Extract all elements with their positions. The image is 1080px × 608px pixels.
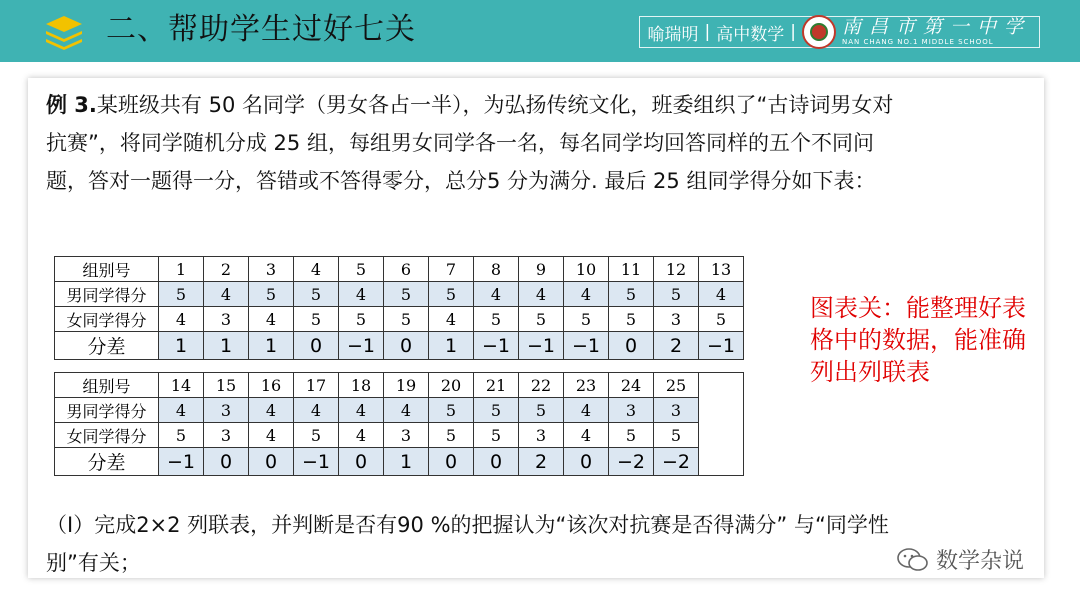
watermark-text: 数学杂说 bbox=[936, 549, 1025, 574]
female-score-cell: 4 bbox=[249, 307, 294, 332]
watermark bbox=[896, 544, 1024, 575]
score-diff-cell: 1 bbox=[159, 332, 204, 360]
group-number-cell: 23 bbox=[564, 373, 609, 398]
table-row-male bbox=[55, 398, 744, 423]
female-score-cell: 4 bbox=[249, 423, 294, 448]
table-row-female bbox=[55, 307, 744, 332]
score-diff-cell: 1 bbox=[384, 448, 429, 476]
empty-cell bbox=[699, 373, 744, 476]
male-score-cell: 4 bbox=[339, 282, 384, 307]
group-number-cell: 12 bbox=[654, 257, 699, 282]
score-diff-cell: 0 bbox=[564, 448, 609, 476]
score-diff-cell: −1 bbox=[159, 448, 204, 476]
group-number-cell: 10 bbox=[564, 257, 609, 282]
problem-text bbox=[46, 86, 896, 200]
male-score-cell: 4 bbox=[159, 398, 204, 423]
female-score-cell: 3 bbox=[654, 307, 699, 332]
female-score-cell: 4 bbox=[429, 307, 474, 332]
score-diff-cell: −1 bbox=[339, 332, 384, 360]
row-label-female: 女同学得分 bbox=[55, 423, 159, 448]
group-number-cell: 22 bbox=[519, 373, 564, 398]
score-diff-cell: 0 bbox=[384, 332, 429, 360]
group-number-cell: 1 bbox=[159, 257, 204, 282]
group-number-cell: 18 bbox=[339, 373, 384, 398]
male-score-cell: 3 bbox=[654, 398, 699, 423]
score-diff-cell: 0 bbox=[339, 448, 384, 476]
wechat-icon bbox=[896, 547, 930, 573]
female-score-cell: 5 bbox=[429, 423, 474, 448]
male-score-cell: 4 bbox=[294, 398, 339, 423]
male-score-cell: 5 bbox=[609, 282, 654, 307]
group-number-cell: 5 bbox=[339, 257, 384, 282]
row-label-diff: 分差 bbox=[55, 448, 159, 476]
school-name-cn: 南昌市第一中学 bbox=[841, 16, 1031, 38]
group-number-cell: 24 bbox=[609, 373, 654, 398]
group-number-cell: 2 bbox=[204, 257, 249, 282]
group-number-cell: 4 bbox=[294, 257, 339, 282]
group-number-cell: 21 bbox=[474, 373, 519, 398]
group-number-cell: 15 bbox=[204, 373, 249, 398]
male-score-cell: 5 bbox=[429, 282, 474, 307]
row-label-female: 女同学得分 bbox=[55, 307, 159, 332]
group-number-cell: 20 bbox=[429, 373, 474, 398]
school-logo bbox=[842, 18, 1031, 46]
group-number-cell: 3 bbox=[249, 257, 294, 282]
table-row-female bbox=[55, 423, 744, 448]
female-score-cell: 5 bbox=[294, 307, 339, 332]
score-diff-cell: −1 bbox=[294, 448, 339, 476]
row-label-group: 组别号 bbox=[55, 257, 159, 282]
group-number-cell: 8 bbox=[474, 257, 519, 282]
score-diff-cell: −1 bbox=[474, 332, 519, 360]
group-number-cell: 7 bbox=[429, 257, 474, 282]
table-row-diff bbox=[55, 332, 744, 360]
male-score-cell: 5 bbox=[519, 398, 564, 423]
male-score-cell: 4 bbox=[339, 398, 384, 423]
group-number-cell: 16 bbox=[249, 373, 294, 398]
table-row-male bbox=[55, 282, 744, 307]
score-diff-cell: −1 bbox=[564, 332, 609, 360]
group-number-cell: 6 bbox=[384, 257, 429, 282]
score-table-part2 bbox=[54, 372, 744, 476]
female-score-cell: 5 bbox=[519, 307, 564, 332]
female-score-cell: 5 bbox=[159, 423, 204, 448]
score-diff-cell: 0 bbox=[204, 448, 249, 476]
table-row-diff bbox=[55, 448, 744, 476]
female-score-cell: 5 bbox=[384, 307, 429, 332]
male-score-cell: 4 bbox=[249, 398, 294, 423]
female-score-cell: 5 bbox=[609, 423, 654, 448]
content-card bbox=[28, 78, 1044, 578]
male-score-cell: 4 bbox=[204, 282, 249, 307]
row-label-male: 男同学得分 bbox=[55, 282, 159, 307]
group-number-cell: 25 bbox=[654, 373, 699, 398]
row-label-diff: 分差 bbox=[55, 332, 159, 360]
score-diff-cell: 0 bbox=[249, 448, 294, 476]
score-diff-cell: 0 bbox=[429, 448, 474, 476]
female-score-cell: 4 bbox=[564, 423, 609, 448]
problem-label: 例 3. bbox=[46, 93, 97, 117]
female-score-cell: 5 bbox=[294, 423, 339, 448]
author-box: 喻瑞明 | 高中数学 | 南昌市第一中学 NAN CHANG NO.1 MIDDLE SCHOOL bbox=[639, 16, 1040, 48]
female-score-cell: 5 bbox=[339, 307, 384, 332]
female-score-cell: 5 bbox=[564, 307, 609, 332]
score-diff-cell: −1 bbox=[519, 332, 564, 360]
score-diff-cell: 1 bbox=[249, 332, 294, 360]
score-diff-cell: 0 bbox=[609, 332, 654, 360]
male-score-cell: 5 bbox=[474, 398, 519, 423]
male-score-cell: 4 bbox=[564, 398, 609, 423]
score-diff-cell: −2 bbox=[609, 448, 654, 476]
score-diff-cell: 2 bbox=[519, 448, 564, 476]
male-score-cell: 5 bbox=[159, 282, 204, 307]
school-seal-icon bbox=[802, 15, 836, 49]
female-score-cell: 5 bbox=[699, 307, 744, 332]
female-score-cell: 3 bbox=[384, 423, 429, 448]
male-score-cell: 4 bbox=[699, 282, 744, 307]
male-score-cell: 5 bbox=[654, 282, 699, 307]
problem-body: 某班级共有 50 名同学（男女各占一半），为弘扬传统文化，班委组织了“古诗词男女对抗赛”，将同学随机分成 25 组，每组男女同学各一名，每名同学均回答同样的五个不同问题，答对一题得一分，答错或不答得零分，总分5 分为满分. 最后 25 组同学得分如下表： bbox=[46, 93, 894, 193]
score-diff-cell: −2 bbox=[654, 448, 699, 476]
male-score-cell: 5 bbox=[294, 282, 339, 307]
group-number-cell: 14 bbox=[159, 373, 204, 398]
group-number-cell: 11 bbox=[609, 257, 654, 282]
male-score-cell: 4 bbox=[564, 282, 609, 307]
female-score-cell: 5 bbox=[609, 307, 654, 332]
group-number-cell: 13 bbox=[699, 257, 744, 282]
red-note: 图表关：能整理好表格中的数据，能准确列出列联表 bbox=[810, 294, 1026, 386]
table-row-group bbox=[55, 257, 744, 282]
score-diff-cell: 0 bbox=[474, 448, 519, 476]
group-number-cell: 9 bbox=[519, 257, 564, 282]
score-table-part1 bbox=[54, 256, 744, 360]
school-name-en: NAN CHANG NO.1 MIDDLE SCHOOL bbox=[841, 38, 994, 46]
female-score-cell: 3 bbox=[204, 307, 249, 332]
row-label-male: 男同学得分 bbox=[55, 398, 159, 423]
subject-name: 高中数学 bbox=[716, 24, 785, 45]
table-row-group bbox=[55, 373, 744, 398]
male-score-cell: 3 bbox=[204, 398, 249, 423]
question-text: （Ⅰ）完成2×2 列联表，并判断是否有90 %的把握认为“该次对抗赛是否得满分” 与“同学性别”有关； bbox=[46, 513, 889, 575]
male-score-cell: 4 bbox=[384, 398, 429, 423]
female-score-cell: 5 bbox=[474, 423, 519, 448]
header-bar bbox=[0, 0, 1080, 62]
female-score-cell: 4 bbox=[339, 423, 384, 448]
author-name: 喻瑞明 bbox=[647, 24, 699, 45]
female-score-cell: 3 bbox=[204, 423, 249, 448]
header-info bbox=[639, 14, 1040, 50]
group-number-cell: 17 bbox=[294, 373, 339, 398]
page-title: 二、帮助学生过好七关 bbox=[106, 12, 416, 47]
male-score-cell: 3 bbox=[609, 398, 654, 423]
row-label-group: 组别号 bbox=[55, 373, 159, 398]
female-score-cell: 4 bbox=[159, 307, 204, 332]
female-score-cell: 3 bbox=[519, 423, 564, 448]
score-diff-cell: 0 bbox=[294, 332, 339, 360]
score-diff-cell: −1 bbox=[699, 332, 744, 360]
male-score-cell: 5 bbox=[249, 282, 294, 307]
male-score-cell: 5 bbox=[384, 282, 429, 307]
layers-icon bbox=[42, 12, 86, 52]
score-diff-cell: 1 bbox=[429, 332, 474, 360]
score-diff-cell: 2 bbox=[654, 332, 699, 360]
male-score-cell: 4 bbox=[474, 282, 519, 307]
score-diff-cell: 1 bbox=[204, 332, 249, 360]
male-score-cell: 4 bbox=[519, 282, 564, 307]
group-number-cell: 19 bbox=[384, 373, 429, 398]
female-score-cell: 5 bbox=[474, 307, 519, 332]
male-score-cell: 5 bbox=[429, 398, 474, 423]
female-score-cell: 5 bbox=[654, 423, 699, 448]
